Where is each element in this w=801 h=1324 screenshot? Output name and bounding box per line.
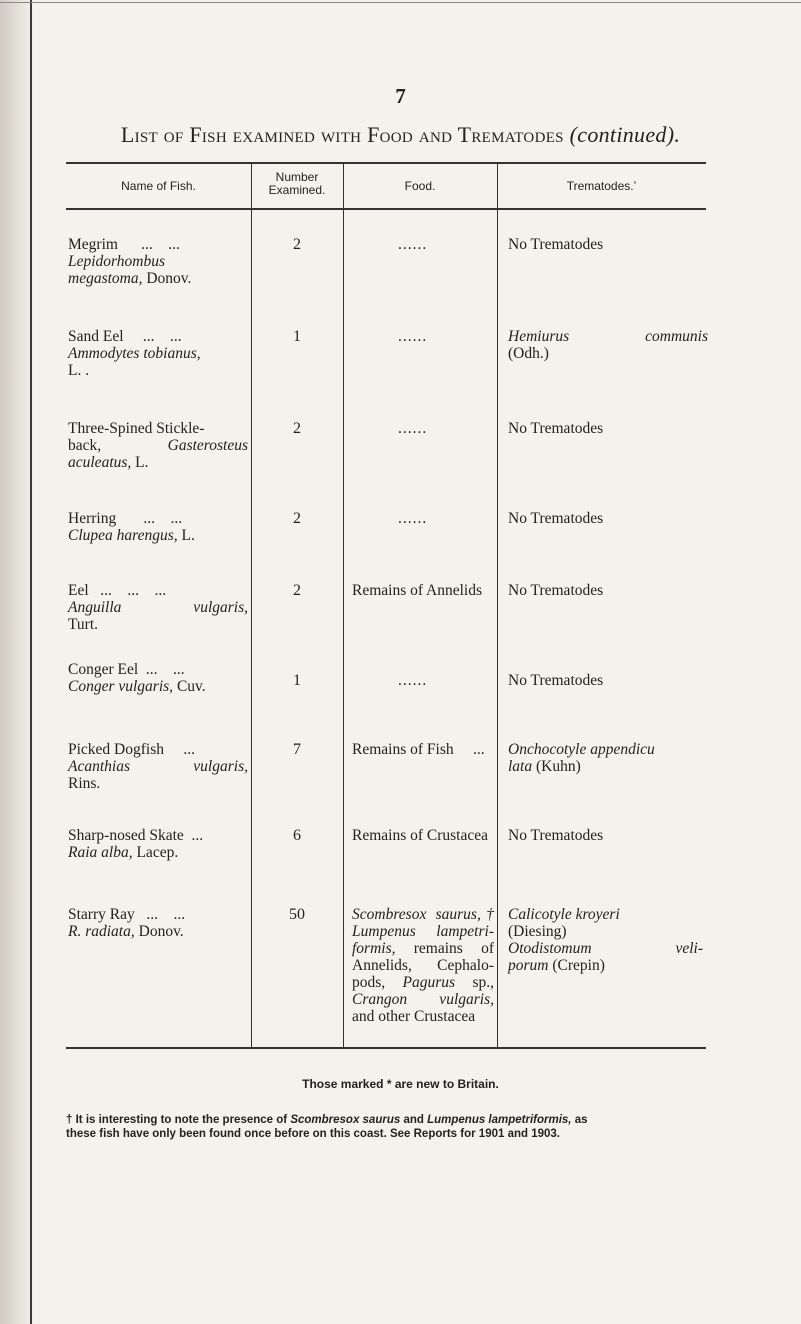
food-line: Lumpenus lampetri- <box>352 923 494 940</box>
number-examined: 6 <box>293 827 301 844</box>
fish-authority: Rins. <box>68 775 101 792</box>
fish-latin-name-cont: aculeatus, <box>68 454 132 471</box>
number-examined: 1 <box>293 672 301 689</box>
top-edge-line <box>0 2 801 3</box>
trematode-name-cont: porum <box>508 957 549 974</box>
fish-common-name: Three-Spined Stickle- <box>68 420 205 437</box>
fish-latin-name: Clupea harengus, <box>68 527 178 544</box>
trematodes-value: No Trematodes <box>508 420 604 437</box>
trematodes-value <box>508 328 708 362</box>
food-value: ...... <box>398 672 428 689</box>
fish-authority: Turt. <box>68 616 99 633</box>
fish-latin-name: R. radiata, <box>68 923 135 940</box>
footnote-species: Scombresox saurus <box>290 1114 401 1126</box>
fish-common-name: Picked Dogfish ... <box>68 741 196 758</box>
food-line: Pagurus <box>402 974 456 991</box>
trematodes-value: No Trematodes <box>508 582 604 599</box>
footnote <box>66 1113 746 1141</box>
fish-latin-name: Conger vulgaris, <box>68 678 174 695</box>
food-line: Scombresox saurus,† <box>352 906 494 923</box>
fish-latin-name-cont: megastoma, <box>68 270 143 287</box>
trematodes-value: No Trematodes <box>508 672 604 689</box>
footnote-text: these fish have only been found once before on this coast. See Reports for 1901 and 1903. <box>66 1128 560 1140</box>
fish-latin-name: Anguilla vulgaris, <box>68 599 248 616</box>
table-row <box>68 582 248 633</box>
number-examined: 2 <box>293 236 301 253</box>
trematodes-value: No Trematodes <box>508 827 604 844</box>
food-value: ...... <box>398 328 428 345</box>
food-line: formis, <box>352 940 396 957</box>
table-row <box>68 328 248 379</box>
trematode-name: Hemiurus communis <box>508 328 708 345</box>
food-value: ...... <box>398 236 428 253</box>
header-number-examined <box>251 171 343 197</box>
page-binding-edge <box>0 0 34 1324</box>
page-title <box>0 122 801 148</box>
fish-authority: L. . <box>68 362 90 379</box>
food-value <box>352 906 494 1025</box>
footnote-text: as <box>571 1114 588 1126</box>
trematode-authority: (Odh.) <box>508 345 549 362</box>
fish-authority: Lacep. <box>136 844 179 861</box>
food-line-text: pods, <box>352 974 403 991</box>
fish-common-name-cont: back, <box>68 437 102 454</box>
number-examined: 2 <box>293 420 301 437</box>
table-bottom-rule <box>66 1047 706 1049</box>
fish-common-name: Sharp-nosed Skate ... <box>68 827 204 844</box>
number-examined: 2 <box>293 582 301 599</box>
food-line-text: remains of <box>395 940 494 957</box>
fish-common-name: Conger Eel ... ... <box>68 661 185 678</box>
table-row <box>68 827 248 861</box>
footnote-species: Lumpenus lampetriformis, <box>427 1114 572 1126</box>
header-trematodes: Trematodes.ʼ <box>566 179 637 193</box>
trematodes-value: No Trematodes <box>508 236 604 253</box>
food-line-text: sp., <box>455 974 494 991</box>
page-number: 7 <box>395 84 406 108</box>
column-divider-3 <box>497 164 498 1047</box>
fish-latin-name: Acanthias vulgaris, <box>68 758 248 775</box>
table-row <box>68 236 248 287</box>
trematode-name: Calicotyle kroyeri <box>508 906 620 923</box>
fish-common-name: Sand Eel ... ... <box>68 328 182 345</box>
food-line: Crangon vulgaris, <box>352 991 494 1008</box>
column-divider-2 <box>343 164 344 1047</box>
fish-authority: L. <box>181 527 195 544</box>
fish-common-name: Megrim ... ... <box>68 236 180 253</box>
fish-latin-name: Gasterosteus <box>167 437 248 454</box>
number-examined: 1 <box>293 328 301 345</box>
food-line-text: and other Crustacea <box>352 1008 476 1025</box>
binding-rule <box>30 0 32 1324</box>
food-value: Remains of Annelids <box>352 582 483 599</box>
food-value: ...... <box>398 420 428 437</box>
fish-authority: Donov. <box>138 923 184 940</box>
table-row <box>68 906 248 940</box>
trematode-name-cont: lata <box>508 758 533 775</box>
header-bottom-rule <box>66 208 706 210</box>
trematodes-value <box>508 741 708 775</box>
fish-latin-name: Lepidorhombus <box>68 253 166 270</box>
fish-common-name: Eel ... ... ... <box>68 582 167 599</box>
food-value: Remains of Fish ... <box>352 741 485 758</box>
fish-common-name: Herring ... ... <box>68 510 183 527</box>
table-row <box>68 661 248 695</box>
header-food: Food. <box>404 179 436 193</box>
fish-common-name: Starry Ray ... ... <box>68 906 186 923</box>
trematode-authority: (Kuhn) <box>536 758 581 775</box>
fish-authority: Cuv. <box>176 678 206 695</box>
fish-authority: L. <box>135 454 149 471</box>
fish-latin-name: Raia alba, <box>68 844 133 861</box>
number-examined: 7 <box>293 741 301 758</box>
footnote-text: It is interesting to note the presence of <box>72 1114 291 1126</box>
header-number-line1: Number <box>275 170 319 184</box>
footnote-mark: † <box>66 1114 73 1126</box>
table-top-rule <box>66 162 706 164</box>
footnote-text: and <box>400 1114 428 1126</box>
fish-latin-name: Ammodytes tobianus, <box>68 345 201 362</box>
new-to-britain-note: Those marked * are new to Britain. <box>302 1077 499 1091</box>
page-title-main: List of Fish examined with Food and Trematodes <box>120 122 564 147</box>
trematode-authority: (Diesing) <box>508 923 567 940</box>
header-number-line2: Examined. <box>268 183 326 197</box>
header-name-of-fish: Name of Fish. <box>121 179 196 193</box>
table-row <box>68 420 248 471</box>
page-title-continued: (continued). <box>569 122 681 147</box>
trematodes-value <box>508 906 703 974</box>
trematode-name: Otodistomum veli- <box>508 940 703 957</box>
trematode-authority: (Crepin) <box>548 957 605 974</box>
food-line-text: Annelids, Cephalo- <box>352 957 494 974</box>
number-examined: 2 <box>293 510 301 527</box>
fish-authority: Donov. <box>146 270 192 287</box>
food-value: Remains of Crustacea <box>352 827 489 844</box>
table-row <box>68 741 248 792</box>
number-examined: 50 <box>289 906 305 923</box>
trematodes-value: No Trematodes <box>508 510 604 527</box>
food-value: ...... <box>398 510 428 527</box>
table-row <box>68 510 248 544</box>
trematode-name: Onchocotyle appendicu <box>508 741 655 758</box>
